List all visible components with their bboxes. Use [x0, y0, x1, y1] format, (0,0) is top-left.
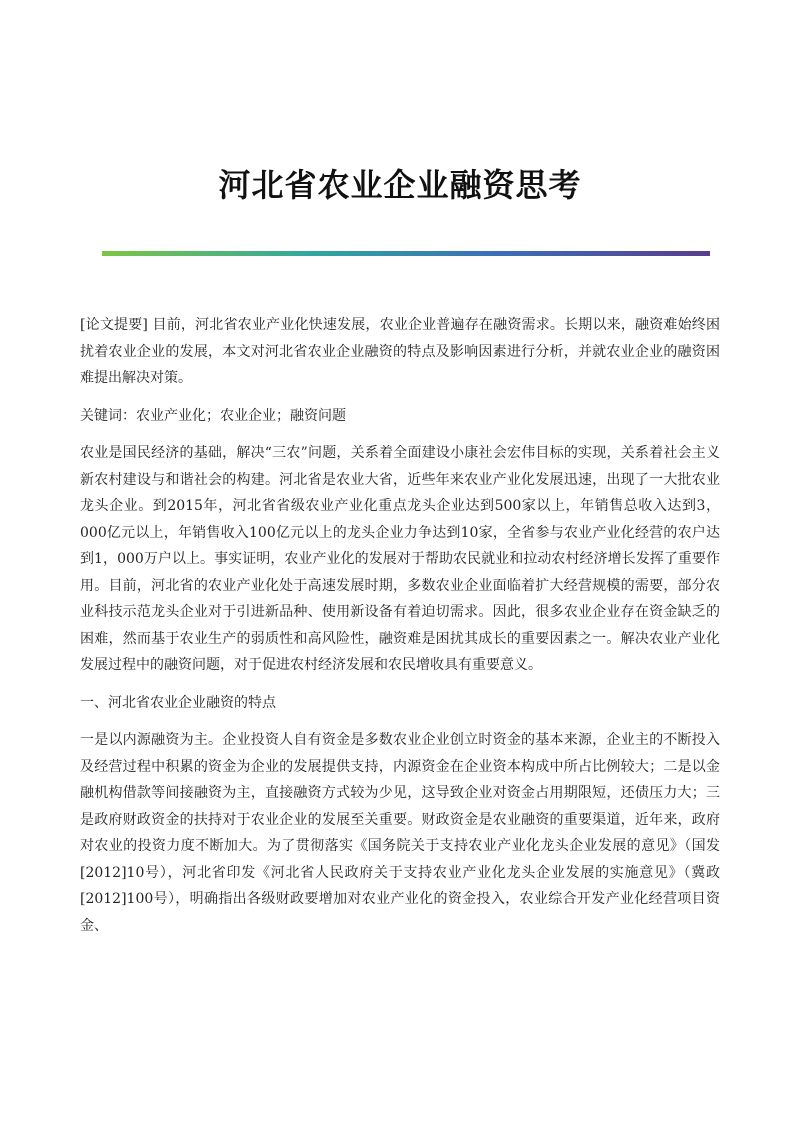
intro-paragraph: 农业是国民经济的基础，解决“三农”问题，关系着全面建设小康社会宏伟目标的实现，关系着社会主义新农村建设与和谐社会的构建。河北省是农业大省，近些年来农业产业化发展迅速，出现了一大批农业龙头企业。到2015年，河北省省级农业产业化重点龙头企业达到500家以上，年销售总收入达到3，000亿元以上，年销售收入100亿元以上的龙头企业力争达到10家，全省参与农业产业化经营的农户达到1，000万户以上。事实证明，农业产业化的发展对于帮助农民就业和拉动农村经济增长发挥了重要作用。目前，河北省的农业产业化处于高速发展时期，多数农业企业面临着扩大经营规模的需要，部分农业科技示范龙头企业对于引进新品种、使用新设备有着迫切需求。因此，很多农业企业存在资金缺乏的困难，然而基于农业生产的弱质性和高风险性，融资难是困扰其成长的重要因素之一。解决农业产业化发展过程中的融资问题，对于促进农村经济发展和农民增收具有重要意义。: [80, 445, 720, 673]
document-body: [80, 312, 720, 950]
abstract-paragraph: [论文提要] 目前，河北省农业产业化快速发展，农业企业普遍存在融资需求。长期以来，融资难始终困扰着农业企业的发展，本文对河北省农业企业融资的特点及影响因素进行分析，并就农业企业的融资困难提出解决对策。: [80, 317, 720, 386]
section-heading: 一、河北省农业企业融资的特点: [80, 694, 276, 711]
document-title: 河北省农业企业融资思考: [218, 166, 582, 204]
section-paragraph: 一是以内源融资为主。企业投资人自有资金是多数农业企业创立时资金的基本来源，企业主的不断投入及经营过程中积累的资金为企业的发展提供支持，内源资金在企业资本构成中所占比例较大；二是以金融机构借款等间接融资为主，直接融资方式较为少见，这导致企业对资金占用期限短，还债压力大；三是政府财政资金的扶持对于农业企业的发展至关重要。财政资金是农业融资的重要渠道，近年来，政府对农业的投资力度不断加大。为了贯彻落实《国务院关于支持农业产业化龙头企业发展的意见》（国发[2012]10号），河北省印发《河北省人民政府关于支持农业产业化龙头企业发展的实施意见》（冀政[2012]100号），明确指出各级财政要增加对农业产业化的资金投入，农业综合开发产业化经营项目资金、: [80, 732, 720, 934]
keywords-line: 关键词：农业产业化；农业企业；融资问题: [80, 407, 346, 424]
title-divider: [102, 251, 710, 256]
